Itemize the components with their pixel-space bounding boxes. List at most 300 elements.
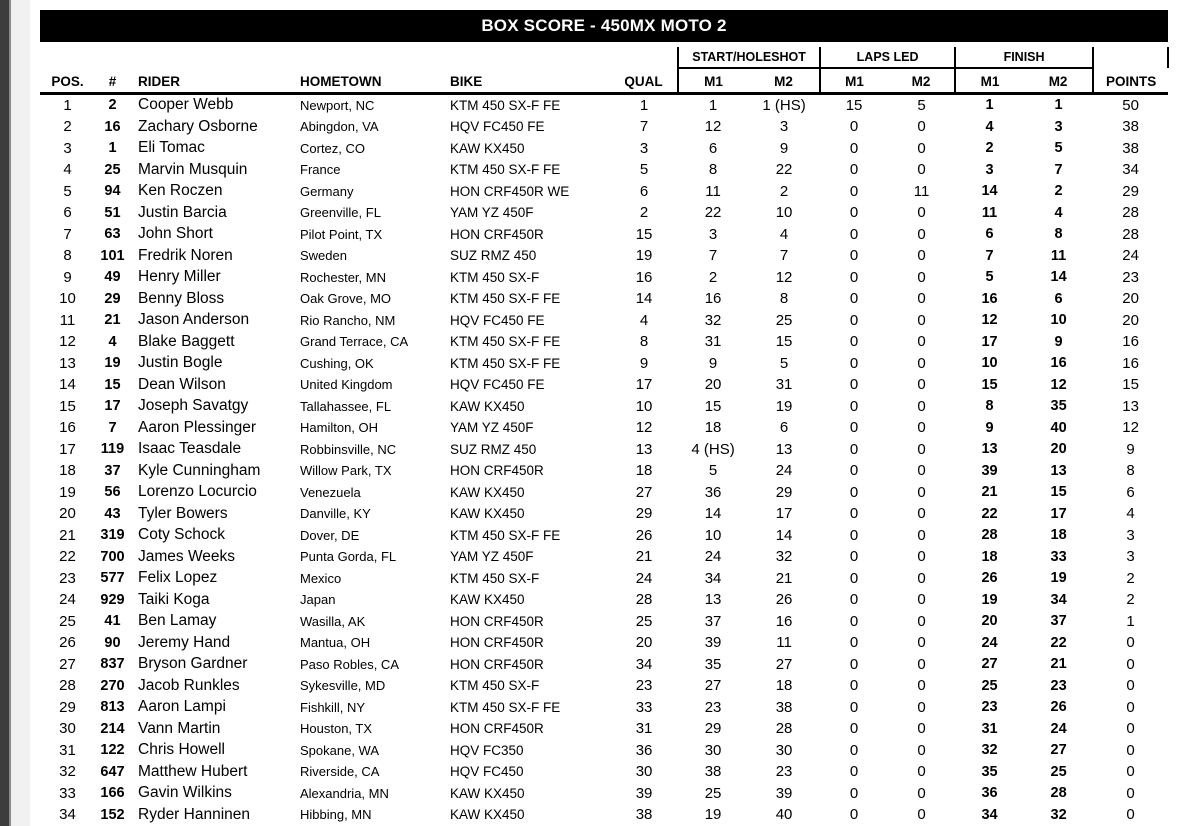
cell-hometown: Rio Rancho, NM — [300, 312, 396, 328]
cell-ll-m1: 0 — [849, 440, 859, 458]
cell-points: 0 — [1126, 806, 1135, 824]
cell-points: 20 — [1122, 290, 1139, 308]
cell-f-m1: 36 — [981, 785, 998, 802]
cell-bike: KTM 450 SX-F — [450, 678, 540, 694]
cell-rider: Jason Anderson — [138, 311, 250, 329]
column-header-bike: BIKE — [445, 68, 610, 93]
cell-num: 63 — [104, 226, 121, 243]
cell-hometown: France — [300, 162, 341, 178]
column-header-f-m1: M1 — [955, 68, 1024, 93]
cell-ll-m2: 0 — [917, 354, 926, 372]
group-header-row — [40, 47, 1168, 68]
cell-ll-m1: 0 — [849, 419, 859, 437]
cell-bike: KTM 450 SX-F FE — [450, 162, 561, 178]
cell-pos: 17 — [59, 440, 76, 458]
cell-f-m1: 10 — [981, 355, 998, 372]
cell-num: 15 — [104, 376, 121, 393]
cell-hometown: Danville, KY — [300, 506, 371, 522]
cell-hometown: Cortez, CO — [300, 140, 366, 156]
cell-sh-m1: 24 — [704, 548, 722, 566]
cell-f-m2: 28 — [1050, 785, 1067, 802]
cell-f-m2: 22 — [1050, 634, 1067, 651]
cell-sh-m2: 13 — [775, 440, 793, 458]
cell-bike: KTM 450 SX-F FE — [450, 291, 561, 307]
cell-pos: 24 — [59, 591, 76, 609]
cell-num: 21 — [104, 312, 121, 329]
cell-f-m1: 16 — [981, 290, 998, 307]
table-row — [40, 783, 1168, 805]
cell-sh-m1: 37 — [704, 612, 722, 630]
cell-f-m1: 25 — [981, 677, 998, 694]
cell-sh-m2: 40 — [775, 806, 793, 824]
cell-num: 37 — [104, 462, 121, 479]
cell-ll-m1: 0 — [849, 526, 859, 544]
cell-bike: KAW KX450 — [450, 785, 525, 801]
cell-sh-m2: 25 — [775, 311, 793, 329]
cell-rider: Matthew Hubert — [138, 762, 248, 780]
cell-sh-m2: 38 — [775, 698, 793, 716]
cell-bike: KTM 450 SX-F FE — [450, 527, 561, 543]
cell-rider: Joseph Savatgy — [138, 397, 249, 415]
cell-qual: 23 — [635, 677, 653, 695]
cell-ll-m2: 0 — [917, 784, 926, 802]
cell-num: 2 — [108, 97, 117, 114]
table-row — [40, 353, 1168, 375]
cell-num: 319 — [100, 527, 125, 544]
cell-f-m1: 19 — [981, 591, 998, 608]
cell-qual: 10 — [635, 397, 653, 415]
table-row — [40, 718, 1168, 740]
cell-qual: 31 — [635, 720, 653, 738]
cell-sh-m1: 1 — [708, 96, 718, 114]
cell-num: 122 — [100, 742, 125, 759]
cell-points: 3 — [1126, 548, 1135, 566]
cell-hometown: Sweden — [300, 248, 347, 264]
column-header-pos: POS. — [40, 68, 95, 93]
cell-ll-m2: 0 — [917, 333, 926, 351]
cell-sh-m1: 14 — [704, 505, 722, 523]
cell-ll-m2: 0 — [917, 419, 926, 437]
cell-bike: HON CRF450R — [450, 721, 544, 737]
cell-ll-m2: 0 — [917, 204, 926, 222]
cell-f-m1: 13 — [981, 441, 998, 458]
cell-bike: HQV FC450 FE — [450, 377, 545, 393]
cell-f-m1: 18 — [981, 548, 998, 565]
cell-num: 51 — [104, 204, 121, 221]
cell-bike: SUZ RMZ 450 — [450, 441, 537, 457]
cell-sh-m1: 31 — [704, 333, 722, 351]
cell-sh-m1: 18 — [704, 419, 722, 437]
cell-f-m2: 14 — [1050, 269, 1067, 286]
cell-ll-m2: 0 — [917, 483, 926, 501]
cell-points: 0 — [1126, 655, 1135, 673]
cell-hometown: Newport, NC — [300, 97, 375, 113]
cell-pos: 31 — [59, 741, 76, 759]
cell-rider: Fredrik Noren — [138, 246, 233, 264]
cell-rider: Cooper Webb — [138, 96, 234, 114]
cell-rider: Isaac Teasdale — [138, 440, 242, 458]
cell-sh-m1: 8 — [708, 161, 718, 179]
cell-rider: Tyler Bowers — [138, 504, 228, 522]
cell-qual: 12 — [635, 419, 653, 437]
cell-sh-m1: 9 — [708, 354, 718, 372]
cell-pos: 20 — [59, 505, 76, 523]
cell-ll-m2: 0 — [917, 677, 926, 695]
cell-f-m2: 35 — [1050, 398, 1067, 415]
cell-qual: 14 — [635, 290, 653, 308]
cell-f-m2: 21 — [1050, 656, 1067, 673]
viewer-left-edge — [0, 0, 9, 826]
cell-bike: KTM 450 SX-F — [450, 269, 540, 285]
cell-f-m1: 27 — [981, 656, 998, 673]
cell-points: 2 — [1126, 569, 1135, 587]
cell-hometown: Houston, TX — [300, 721, 373, 737]
group-header-points-box — [1093, 47, 1168, 68]
cell-bike: KAW KX450 — [450, 398, 525, 414]
cell-sh-m2: 17 — [775, 505, 793, 523]
cell-points: 1 — [1126, 612, 1135, 630]
cell-hometown: Hibbing, MN — [300, 807, 372, 823]
cell-pos: 9 — [63, 268, 72, 286]
cell-num: 90 — [104, 634, 121, 651]
cell-pos: 26 — [59, 634, 76, 652]
cell-rider: Ryder Hanninen — [138, 805, 251, 823]
cell-points: 38 — [1122, 139, 1139, 157]
cell-bike: SUZ RMZ 450 — [450, 248, 537, 264]
cell-f-m2: 34 — [1050, 591, 1067, 608]
cell-f-m1: 31 — [981, 720, 998, 737]
cell-ll-m1: 0 — [849, 354, 859, 372]
cell-ll-m1: 0 — [849, 720, 859, 738]
page-title: BOX SCORE - 450MX MOTO 2 — [481, 16, 727, 35]
table-row — [40, 267, 1168, 289]
cell-ll-m1: 0 — [849, 462, 859, 480]
cell-hometown: Punta Gorda, FL — [300, 549, 397, 565]
cell-ll-m1: 0 — [849, 655, 859, 673]
cell-sh-m2: 3 — [779, 118, 789, 136]
cell-rider: Justin Bogle — [138, 354, 223, 372]
cell-points: 3 — [1126, 526, 1135, 544]
cell-sh-m2: 19 — [775, 397, 793, 415]
table-row — [40, 804, 1168, 826]
cell-f-m1: 15 — [981, 376, 998, 393]
cell-sh-m2: 10 — [775, 204, 793, 222]
column-header-qual: QUAL — [610, 68, 678, 93]
box-score-table — [40, 47, 1169, 826]
table-row — [40, 310, 1168, 332]
cell-ll-m1: 0 — [849, 548, 859, 566]
table-row — [40, 417, 1168, 439]
cell-rider: Ken Roczen — [138, 182, 223, 200]
cell-ll-m1: 0 — [849, 505, 859, 523]
cell-num: 647 — [100, 763, 125, 780]
cell-ll-m2: 0 — [917, 462, 926, 480]
cell-hometown: Greenville, FL — [300, 205, 381, 221]
cell-ll-m1: 0 — [849, 118, 859, 136]
cell-ll-m2: 11 — [913, 182, 930, 200]
cell-sh-m2: 16 — [775, 612, 793, 630]
cell-num: 29 — [104, 290, 121, 307]
cell-points: 2 — [1126, 591, 1135, 609]
column-header-sh-m1: M1 — [678, 68, 748, 93]
cell-bike: KAW KX450 — [450, 506, 525, 522]
cell-f-m1: 17 — [981, 333, 998, 350]
cell-sh-m1: 38 — [704, 763, 722, 781]
cell-sh-m1: 2 — [708, 268, 718, 286]
cell-ll-m1: 0 — [849, 161, 859, 179]
cell-qual: 16 — [635, 268, 653, 286]
cell-rider: Jacob Runkles — [138, 676, 240, 694]
cell-ll-m1: 0 — [849, 569, 859, 587]
cell-sh-m1: 11 — [705, 182, 721, 200]
cell-ll-m2: 0 — [917, 763, 926, 781]
cell-hometown: Robbinsville, NC — [300, 441, 397, 457]
cell-points: 16 — [1122, 354, 1139, 372]
cell-sh-m2: 29 — [775, 483, 793, 501]
cell-sh-m2: 9 — [779, 139, 789, 157]
cell-qual: 26 — [635, 526, 653, 544]
table-row — [40, 482, 1168, 504]
cell-pos: 8 — [63, 247, 72, 265]
cell-bike: HON CRF450R — [450, 656, 544, 672]
cell-sh-m2: 39 — [775, 784, 793, 802]
cell-num: 49 — [104, 269, 121, 286]
cell-ll-m1: 0 — [849, 784, 859, 802]
cell-f-m2: 15 — [1050, 484, 1067, 501]
cell-points: 9 — [1126, 440, 1135, 458]
cell-f-m2: 24 — [1050, 720, 1067, 737]
cell-sh-m1: 20 — [704, 376, 722, 394]
cell-qual: 28 — [635, 591, 653, 609]
cell-points: 0 — [1126, 698, 1135, 716]
cell-hometown: Alexandria, MN — [300, 785, 389, 801]
table-row — [40, 288, 1168, 310]
column-header-ll-m2: M2 — [888, 68, 955, 93]
cell-num: 16 — [104, 118, 121, 135]
cell-sh-m2: 4 — [779, 225, 789, 243]
cell-ll-m1: 0 — [849, 182, 859, 200]
cell-rider: Henry Miller — [138, 268, 221, 286]
cell-rider: Marvin Musquin — [138, 160, 248, 178]
cell-bike: HON CRF450R — [450, 613, 544, 629]
cell-rider: James Weeks — [138, 547, 236, 565]
table-row — [40, 740, 1168, 762]
page-left-gutter — [11, 0, 30, 826]
cell-qual: 5 — [639, 161, 649, 179]
column-header-hometown: HOMETOWN — [295, 68, 445, 93]
cell-num: 56 — [104, 484, 121, 501]
cell-pos: 29 — [59, 698, 76, 716]
cell-ll-m1: 0 — [849, 806, 859, 824]
cell-bike: KTM 450 SX-F FE — [450, 355, 561, 371]
cell-rider: Ben Lamay — [138, 612, 217, 630]
cell-num: 7 — [108, 419, 117, 436]
cell-bike: HQV FC450 FE — [450, 312, 545, 328]
cell-ll-m2: 0 — [917, 247, 926, 265]
cell-f-m1: 14 — [981, 183, 998, 200]
table-row — [40, 675, 1168, 697]
cell-f-m2: 6 — [1054, 290, 1063, 307]
cell-sh-m2: 32 — [775, 548, 793, 566]
cell-points: 34 — [1122, 161, 1139, 179]
cell-f-m2: 3 — [1054, 118, 1063, 135]
cell-points: 0 — [1126, 634, 1135, 652]
cell-f-m2: 2 — [1054, 183, 1063, 200]
cell-f-m1: 32 — [981, 742, 998, 759]
cell-hometown: Riverside, CA — [300, 764, 380, 780]
cell-num: 270 — [100, 677, 125, 694]
cell-qual: 15 — [635, 225, 653, 243]
cell-bike: HON CRF450R WE — [450, 183, 570, 199]
cell-qual: 3 — [639, 139, 649, 157]
cell-f-m1: 6 — [985, 226, 994, 243]
cell-f-m1: 12 — [981, 312, 998, 329]
cell-sh-m1: 35 — [704, 655, 722, 673]
table-row — [40, 546, 1168, 568]
cell-qual: 21 — [635, 548, 653, 566]
table-row — [40, 93, 1168, 116]
column-header-sh-m2: M2 — [748, 68, 820, 93]
cell-ll-m1: 15 — [845, 96, 863, 114]
cell-f-m1: 20 — [981, 613, 998, 630]
cell-bike: KAW KX450 — [450, 807, 525, 823]
cell-points: 0 — [1126, 720, 1135, 738]
cell-f-m2: 33 — [1050, 548, 1067, 565]
cell-pos: 15 — [59, 397, 76, 415]
cell-sh-m1: 10 — [704, 526, 722, 544]
cell-pos: 32 — [59, 763, 76, 781]
table-row — [40, 503, 1168, 525]
cell-ll-m2: 0 — [917, 268, 926, 286]
cell-pos: 11 — [59, 311, 76, 329]
cell-pos: 14 — [59, 376, 76, 394]
table-row — [40, 116, 1168, 138]
table-row — [40, 611, 1168, 633]
cell-qual: 7 — [639, 118, 649, 136]
cell-ll-m1: 0 — [849, 204, 859, 222]
cell-pos: 27 — [59, 655, 76, 673]
cell-f-m1: 28 — [981, 527, 998, 544]
cell-ll-m1: 0 — [849, 247, 859, 265]
cell-bike: KAW KX450 — [450, 484, 525, 500]
cell-num: 577 — [100, 570, 125, 587]
cell-f-m1: 3 — [985, 161, 994, 178]
cell-pos: 7 — [63, 225, 72, 243]
cell-pos: 21 — [59, 526, 76, 544]
cell-ll-m2: 0 — [917, 526, 926, 544]
cell-ll-m1: 0 — [849, 677, 859, 695]
cell-bike: HQV FC350 — [450, 742, 524, 758]
cell-num: 43 — [104, 505, 121, 522]
column-header-row — [40, 68, 1168, 93]
cell-hometown: Dover, DE — [300, 527, 360, 543]
cell-bike: HON CRF450R — [450, 226, 544, 242]
cell-rider: Vann Martin — [138, 719, 221, 737]
cell-qual: 13 — [635, 440, 653, 458]
cell-points: 29 — [1122, 182, 1139, 200]
cell-num: 700 — [100, 548, 125, 565]
cell-rider: Blake Baggett — [138, 332, 235, 350]
cell-f-m2: 13 — [1050, 462, 1067, 479]
cell-bike: HQV FC450 — [450, 764, 524, 780]
cell-qual: 9 — [639, 354, 649, 372]
cell-sh-m1: 3 — [708, 225, 718, 243]
cell-f-m1: 24 — [981, 634, 998, 651]
cell-ll-m1: 0 — [849, 763, 859, 781]
cell-sh-m2: 22 — [775, 161, 793, 179]
table-row — [40, 331, 1168, 353]
column-header-num: # — [95, 68, 130, 93]
cell-sh-m2: 11 — [776, 634, 792, 652]
cell-f-m2: 16 — [1050, 355, 1067, 372]
table-row — [40, 245, 1168, 267]
cell-sh-m1: 13 — [704, 591, 722, 609]
cell-points: 0 — [1126, 763, 1135, 781]
cell-num: 25 — [104, 161, 121, 178]
cell-qual: 33 — [635, 698, 653, 716]
cell-qual: 4 — [639, 311, 649, 329]
cell-ll-m2: 0 — [917, 139, 926, 157]
cell-pos: 25 — [59, 612, 76, 630]
cell-num: 152 — [100, 806, 125, 823]
cell-hometown: Spokane, WA — [300, 742, 380, 758]
cell-qual: 36 — [635, 741, 653, 759]
cell-num: 94 — [104, 183, 121, 200]
table-row — [40, 224, 1168, 246]
table-row — [40, 589, 1168, 611]
cell-sh-m1: 30 — [704, 741, 722, 759]
cell-qual: 24 — [635, 569, 653, 587]
cell-rider: Justin Barcia — [138, 203, 227, 221]
cell-f-m2: 4 — [1054, 204, 1063, 221]
cell-pos: 33 — [59, 784, 76, 802]
cell-f-m1: 21 — [981, 484, 998, 501]
cell-f-m1: 5 — [985, 269, 994, 286]
group-header-finish: FINISH — [955, 47, 1093, 68]
cell-rider: John Short — [138, 225, 213, 243]
cell-ll-m2: 0 — [917, 161, 926, 179]
cell-f-m2: 25 — [1050, 763, 1067, 780]
cell-rider: Aaron Plessinger — [138, 418, 257, 436]
cell-rider: Coty Schock — [138, 526, 226, 544]
cell-qual: 20 — [635, 634, 653, 652]
cell-sh-m1: 5 — [708, 462, 718, 480]
cell-bike: HON CRF450R — [450, 463, 544, 479]
cell-f-m1: 23 — [981, 699, 998, 716]
cell-rider: Eli Tomac — [138, 139, 205, 157]
cell-f-m2: 8 — [1054, 226, 1063, 243]
cell-f-m1: 35 — [981, 763, 998, 780]
cell-sh-m1: 36 — [704, 483, 722, 501]
cell-sh-m2: 2 — [779, 182, 789, 200]
table-row — [40, 202, 1168, 224]
table-body — [40, 93, 1168, 826]
cell-pos: 30 — [59, 720, 76, 738]
cell-points: 6 — [1126, 483, 1135, 501]
cell-ll-m2: 0 — [917, 569, 926, 587]
cell-f-m2: 19 — [1050, 570, 1067, 587]
cell-ll-m1: 0 — [849, 591, 859, 609]
column-header-ll-m1: M1 — [820, 68, 888, 93]
cell-num: 166 — [100, 785, 125, 802]
cell-f-m2: 23 — [1050, 677, 1067, 694]
cell-ll-m1: 0 — [849, 311, 859, 329]
cell-ll-m2: 0 — [917, 376, 926, 394]
cell-rider: Benny Bloss — [138, 289, 225, 307]
cell-num: 214 — [100, 720, 125, 737]
cell-pos: 3 — [63, 139, 72, 157]
cell-bike: KAW KX450 — [450, 140, 525, 156]
